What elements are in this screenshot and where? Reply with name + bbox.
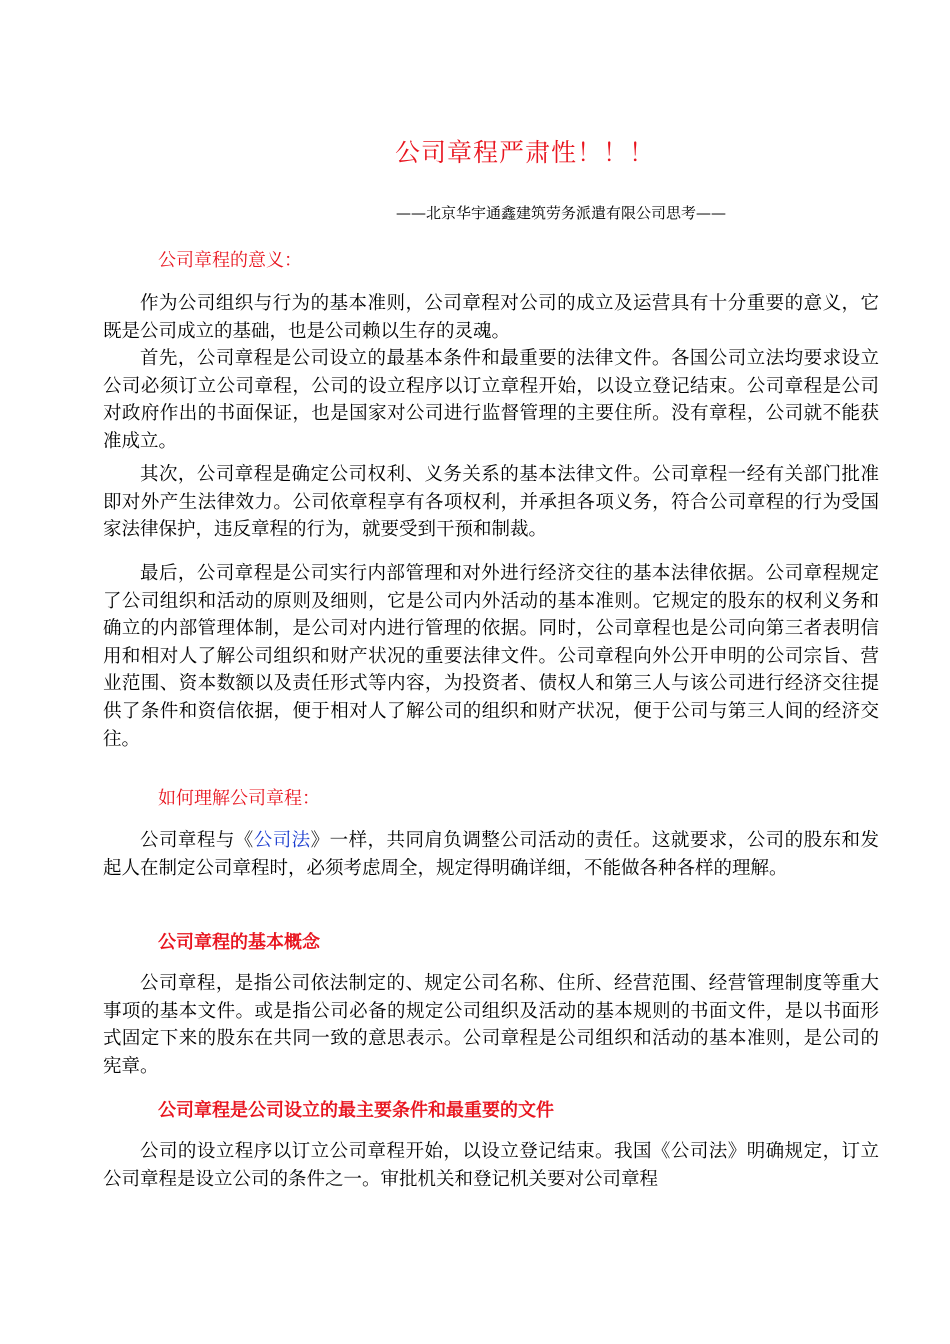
- paragraph: 作为公司组织与行为的基本准则，公司章程对公司的成立及运营具有十分重要的意义，它既是公司成立的基础，也是公司赖以生存的灵魂。: [103, 293, 879, 342]
- section-heading-basic-concept: 公司章程的基本概念: [158, 932, 320, 953]
- company-law-link[interactable]: 公司法: [253, 830, 311, 851]
- document-subtitle: ——北京华宇通鑫建筑劳务派遣有限公司思考——: [396, 204, 727, 222]
- section-heading-understanding: 如何理解公司章程：: [158, 788, 320, 809]
- document-title: 公司章程严肃性！！！: [394, 138, 655, 167]
- paragraph-text: 公司章程与《: [140, 830, 254, 851]
- paragraph: 公司的设立程序以订立公司章程开始，以设立登记结束。我国《公司法》明确规定，订立公司章程是设立公司的条件之一。审批机关和登记机关要对公司章程: [103, 1141, 879, 1190]
- section-heading-significance: 公司章程的意义：: [158, 250, 302, 271]
- paragraph: 公司章程，是指公司依法制定的、规定公司名称、住所、经营范围、经营管理制度等重大事项的基本文件。或是指公司必备的规定公司组织及活动的基本规则的书面文件，是以书面形式固定下来的股东在共同一致的意思表示。公司章程是公司组织和活动的基本准则，是公司的宪章。: [103, 973, 879, 1077]
- paragraph: 其次，公司章程是确定公司权利、义务关系的基本法律文件。公司章程一经有关部门批准即对外产生法律效力。公司依章程享有各项权利，并承担各项义务，符合公司章程的行为受国家法律保护，违反章程的行为，就要受到干预和制裁。: [103, 464, 879, 541]
- section-heading-main-condition: 公司章程是公司设立的最主要条件和最重要的文件: [158, 1100, 554, 1121]
- paragraph-text: 》一样，共同肩负调整公司活动的责任。这就要求，公司的股东和发起人在制定公司章程时，必须考虑周全，规定得明确详细，不能做各种各样的理解。: [103, 830, 879, 879]
- paragraph: 首先，公司章程是公司设立的最基本条件和最重要的法律文件。各国公司立法均要求设立公司必须订立公司章程，公司的设立程序以订立章程开始，以设立登记结束。公司章程是公司对政府作出的书面保证，也是国家对公司进行监督管理的主要住所。没有章程，公司就不能获准成立。: [103, 348, 879, 452]
- paragraph: 最后，公司章程是公司实行内部管理和对外进行经济交往的基本法律依据。公司章程规定了公司组织和活动的原则及细则，它是公司内外活动的基本准则。它规定的股东的权利义务和确立的内部管理体制，是公司对内进行管理的依据。同时，公司章程也是公司向第三者表明信用和相对人了解公司组织和财产状况的重要法律文件。公司章程向外公开申明的公司宗旨、营业范围、资本数额以及责任形式等内容，为投资者、债权人和第三人与该公司进行经济交往提供了条件和资信依据，便于相对人了解公司的组织和财产状况，便于公司与第三人间的经济交往。: [103, 563, 879, 750]
- paragraph: [103, 827, 879, 882]
